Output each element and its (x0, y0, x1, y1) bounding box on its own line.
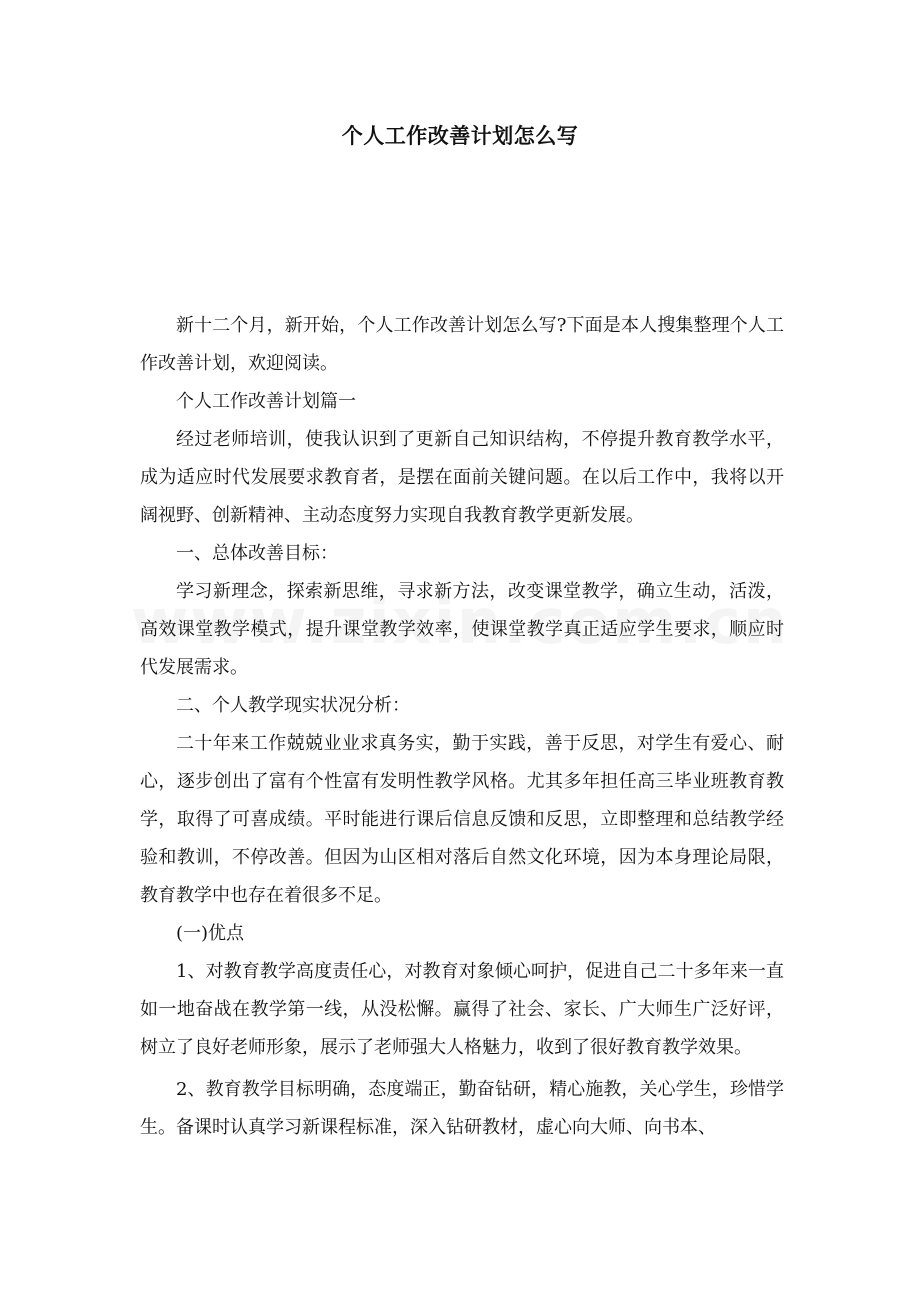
paragraph-strength-2: 2、教育教学目标明确，态度端正，勤奋钻研，精心施教，关心学生，珍惜学生。备课时认真学习新课程标准，深入钻研教材，虚心向大师、向书本、 (140, 1079, 784, 1138)
paragraph-strength-1: 1、对教育教学高度责任心，对教育对象倾心呵护，促进自己二十多年来一直如一地奋战在教学第一线，从没松懈。赢得了社会、家长、广大师生广泛好评，树立了良好老师形象，展示了老师强大人格魅力，收到了很好教育教学效果。 (140, 961, 784, 1058)
paragraph-intro: 新十二个月，新开始，个人工作改善计划怎么写?下面是本人搜集整理个人工作改善计划，欢迎阅读。 (140, 315, 784, 374)
heading-status-analysis: 二、个人教学现实状况分析： (176, 695, 410, 716)
heading-overall-goal: 一、总体改善目标： (176, 543, 338, 564)
page-title: 个人工作改善计划怎么写 (341, 123, 579, 148)
paragraph-analysis: 二十年来工作兢兢业业求真务实，勤于实践，善于反思，对学生有爱心、耐心，逐步创出了富有个性富有发明性教学风格。尤其多年担任高三毕业班教育教学，取得了可喜成绩。平时能进行课后信息反馈和反思，立即整理和总结教学经验和教训，不停改善。但因为山区相对落后自然文化环境，因为本身理论局限，教育教学中也存在着很多不足。 (140, 733, 784, 906)
document-body (140, 307, 784, 1147)
section-heading-part-one: 个人工作改善计划篇一 (176, 391, 356, 412)
paragraph-training: 经过老师培训，使我认识到了更新自己知识结构，不停提升教育教学水平，成为适应时代发展要求教育者，是摆在面前关键问题。在以后工作中，我将以开阔视野、创新精神、主动态度努力实现自我教育教学更新发展。 (140, 429, 784, 526)
heading-strengths: (一)优点 (176, 923, 245, 944)
paragraph-goal: 学习新理念，探索新思维，寻求新方法，改变课堂教学，确立生动，活泼，高效课堂教学模式，提升课堂教学效率，使课堂教学真正适应学生要求，顺应时代发展需求。 (140, 581, 784, 678)
